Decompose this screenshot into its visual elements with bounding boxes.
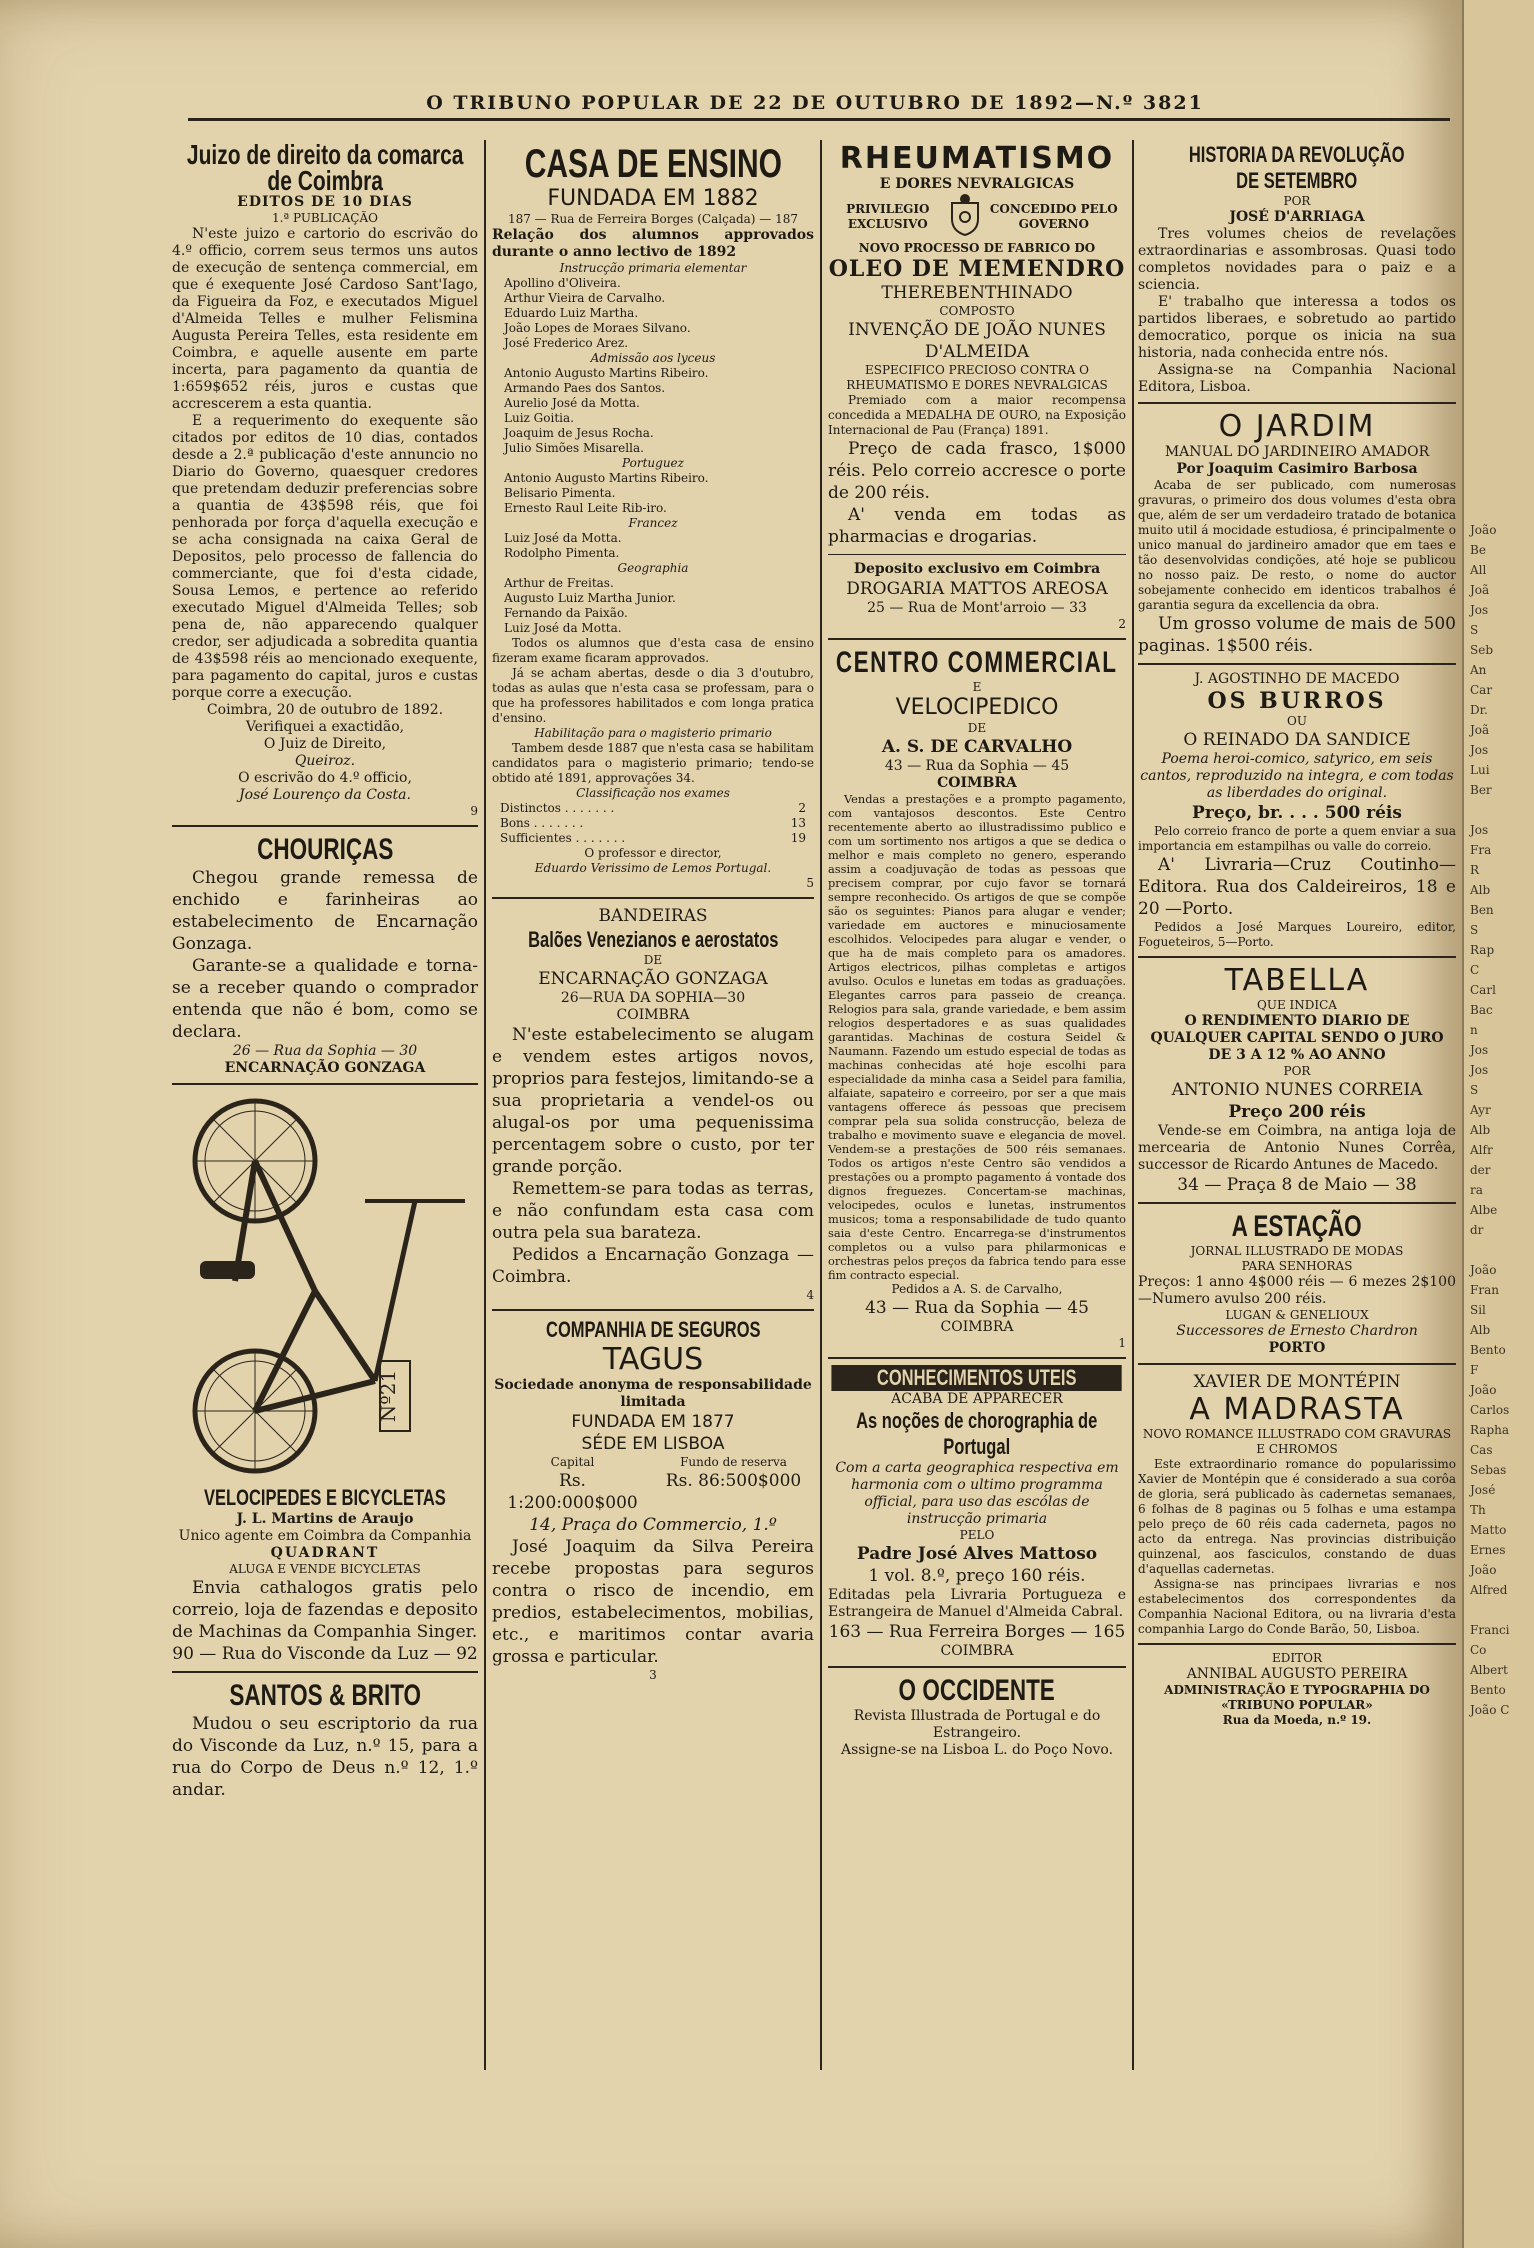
centro-sub: VELOCIPEDICO	[895, 695, 1059, 720]
velocipedes-agent: Unico agente em Coimbra da Companhia	[178, 1528, 472, 1544]
juizo-publication: 1.ª PUBLICAÇÃO	[271, 211, 378, 225]
juizo-judge-label: O Juiz de Direito,	[263, 736, 387, 752]
editor-block	[1138, 1651, 1456, 1728]
editor-admin: ADMINISTRAÇÃO E TYPOGRAPHIA DO «TRIBUNO POPULAR»	[1164, 1683, 1430, 1712]
coat-of-arms-icon	[948, 193, 982, 241]
burros-sub: O REINADO DA SANDICE	[1183, 730, 1411, 750]
divider	[172, 1083, 478, 1085]
divider	[172, 825, 478, 827]
estacao-sub-1: JORNAL ILLUSTRADO DE MODAS	[1190, 1244, 1404, 1258]
estacao-succ: Successores de Ernesto Chardron	[1176, 1323, 1418, 1339]
tabella-ad	[1138, 964, 1456, 1196]
casa-sections	[492, 261, 814, 636]
casa-section-head: Portuguez	[622, 456, 684, 470]
velocipedes-ad	[172, 1091, 478, 1665]
centro-body: Vendas a prestações e a prompto pagamento, com vantajosos descontos. Este Centro recentemente aberto ao illustradissimo publico e com um sortimento nos artigos a que se dedica o melhor e mais completo no genero, esperando assim a coadjuvação de todas as pessoas que precisem comprar, por cujo favor se tornará sempre reconhecido. Os artigos de que se compõe são os seguintes: Pianos para alugar e vender; variedade em auctores e minuciosamente escolhidos. Velocipedes para alugar e vender, o que ha de mais completo para os amadores. Artigos electricos, pilhas completas e artigos avulso. Oculos e lunetas em todas as graduações. Elegantes carros para passeio de creança. Relogios para sala, grande variedade, e bem assim relogios despertadores e as suas qualidades garantidas. Machinas de costura Seidel & Naumann. Fazendo um estudo especial de todas as machinas conhecidas até hoje escolhi para especialidade da minha casa a Seidel para familia, alfaiate, sapateiro e correeiro, por ser a que mais vantagens offerece ás pessoas que precisem comprar pela sua solida construcção, beleza de trabalho e movimento suave e elegancia de movel. Vendem-se a prestações de 500 réis semanaes. Todos os artigos n'este Centro são vendidos a prestações ou a prompto pagamento á vontade dos dignos freguezes. Concertam-se machinas, velocipedes, oculos e lunetas, instrumentos musicos; toma a responsabilidade de tudo quanto saia d'este Centro. Encarrega-se d'instrumentos completos ou a vulso para philarmonicas e orchestras pelos preços da fabrica tendo para esse fim contracto especial.	[828, 792, 1126, 1282]
casa-student-name: Luiz José da Motta.	[504, 621, 622, 635]
editor-name: ANNIBAL AUGUSTO PEREIRA	[1186, 1666, 1408, 1682]
casa-founded: FUNDADA EM 1882	[547, 186, 759, 211]
bandeiras-ad	[492, 905, 814, 1303]
companhia-address: 14, Praça do Commercio, 1.º	[529, 1515, 777, 1535]
juizo-judge-name: Queiroz.	[294, 753, 356, 769]
casa-class-label: Distinctos . . . . . . .	[500, 801, 615, 815]
madrasta-body: Este extraordinario romance do popularissimo Xavier de Montépin que é considerado a sua corôa de gloria, será publicado às cadernetas semanaes, 6 folhas de 8 paginas ou 5 folhas e uma estampa pelo preço de 60 réis cada caderneta, pagos no acto da entrega. Nas provincias distribuição quinzenal, aos fasciculos, constando de duas d'aquellas cadernetas.	[1138, 1457, 1456, 1576]
companhia-sub: Sociedade anonyma de responsabilidade limitada	[494, 1377, 812, 1410]
centro-commercial-ad	[828, 646, 1126, 1351]
bandeiras-de: DE	[643, 953, 663, 967]
casa-student-name: Belisario Pimenta.	[504, 486, 616, 500]
casa-student-name: Antonio Augusto Martins Ribeiro.	[504, 471, 709, 485]
historia-author: JOSÉ D'ARRIAGA	[1229, 209, 1365, 225]
centro-pedidos: Pedidos a A. S. de Carvalho,	[891, 1282, 1063, 1296]
bandeiras-name: ENCARNAÇÃO GONZAGA	[538, 969, 768, 989]
chouricas-name: ENCARNAÇÃO GONZAGA	[224, 1060, 426, 1076]
adjacent-page-edge	[1462, 0, 1534, 2248]
rheum-invencao: INVENÇÃO DE JOÃO NUNES D'ALMEIDA	[848, 320, 1106, 362]
casa-ensino-ad	[492, 142, 814, 891]
casa-student-name: Aurelio José da Motta.	[504, 396, 640, 410]
bandeiras-address: 26—RUA DA SOPHIA—30	[560, 990, 746, 1006]
bandeiras-subtitle: Balões Venezianos e aerostatos	[527, 927, 779, 952]
burros-title: OS BURROS	[1207, 688, 1387, 714]
conhec-acaba: ACABA DE APPARECER	[891, 1391, 1063, 1407]
jardim-body: Acaba de ser publicado, com numerosas gravuras, o primeiro dos dous volumes d'esta obra que, além de ser um verdadeiro tratado de botanica muito util á mocidade estudiosa, é principalmente o unico manual do jardineiro amador que em taes e tão desenvolvidas condições, até hoje se publicou no nosso paiz. De resto, o nome do auctor sobejamente conhecido em identicos trabalhos é garantia segura da excellencia da obra.	[1138, 478, 1456, 612]
velocipedes-sub: ALUGA E VENDE BICYCLETAS	[229, 1562, 421, 1576]
casa-title: CASA DE ENSINO	[524, 142, 782, 186]
jardim-ad	[1138, 410, 1456, 657]
divider	[1138, 663, 1456, 665]
jardim-sub: MANUAL DO JARDINEIRO AMADOR	[1164, 444, 1430, 460]
companhia-sede: SÉDE EM LISBOA	[581, 1434, 725, 1454]
casa-class-label: Bons . . . . . . .	[500, 816, 584, 830]
rheum-oleo: OLEO DE MEMENDRO	[828, 256, 1126, 282]
divider	[1138, 1202, 1456, 1204]
casa-student-name: Arthur Vieira de Carvalho.	[504, 291, 666, 305]
column-divider	[820, 140, 822, 2070]
centro-name: A. S. DE CARVALHO	[881, 737, 1073, 757]
madrasta-assigna: Assigna-se nas principaes livrarias e nos estabelecimentos dos correspondentes da Companhia Nacional Editora, ou na livraria d'esta companhia Largo do Conde Barão, 50, Lisboa.	[1138, 1577, 1456, 1636]
chouricas-body-1: Chegou grande remessa de enchido e farinheiras ao estabelecimento de Encarnação Gonzaga.	[172, 868, 478, 954]
chouricas-title: CHOURIÇAS	[256, 833, 394, 866]
rheum-preco: Preço de cada frasco, 1$000 réis. Pelo correio accresce o porte de 200 réis.	[828, 439, 1126, 503]
casa-class-label: Sufficientes . . . . . . .	[500, 831, 626, 845]
tabella-body: O RENDIMENTO DIARIO DE QUALQUER CAPITAL SENDO O JURO DE 3 A 12 % AO ANNO	[1150, 1013, 1444, 1063]
rheum-drogaria: DROGARIA MATTOS AREOSA	[846, 579, 1108, 599]
jardim-vol: Um grosso volume de mais de 500 paginas. 1$500 réis.	[1138, 614, 1456, 656]
casa-section-head: Geographia	[617, 561, 689, 575]
column-1	[172, 139, 478, 1801]
tabella-que: QUE INDICA	[1257, 998, 1337, 1012]
burros-livraria: A' Livraria—Cruz Coutinho—Editora. Rua dos Caldeireiros, 18 e 20 —Porto.	[1138, 855, 1456, 919]
casa-prof: O professor e director,	[584, 846, 722, 860]
rheum-deposito: Deposito exclusivo em Coimbra	[853, 561, 1101, 577]
conhec-author: Padre José Alves Mattoso	[856, 1544, 1098, 1564]
casa-student-name: João Lopes de Moraes Silvano.	[504, 321, 691, 335]
juizo-body-2: E a requerimento do exequente são citados por editos de 10 dias, contados desde a 2.ª publicação d'este annuncio no Diario do Governo, quaesquer credores que pretendam deduzir preferencias sobre a quantia de 43$598 réis, que foi penhorada por força d'aquella execução e se acha consignada na caixa Geral de Depositos, pelo processo de fallencia do commerciante, que foi d'esta cidade, Sousa Lemos, e pertence ao referido executado Miguel d'Almeida Telles; sob pena de, não apparecendo qualquer credor, ser adjudicada a sobredita quantia de 43$598 réis ao mencionado exequente, para pagamento do capital, juros e custas porque corre a execução.	[172, 413, 478, 701]
juizo-number: 9	[470, 804, 478, 818]
divider	[828, 1666, 1126, 1668]
centro-e: E	[972, 680, 982, 694]
conhecimentos-ad	[828, 1365, 1126, 1660]
bandeiras-body-3: Pedidos a Encarnação Gonzaga — Coimbra.	[492, 1245, 814, 1287]
editor-label: EDITOR	[1272, 1651, 1322, 1665]
companhia-ad	[492, 1317, 814, 1683]
santos-body: Mudou o seu escriptorio da rua do Visconde da Luz, n.º 15, para a rua do Corpo de Deus n.º 12, 1.º andar.	[172, 1714, 478, 1800]
companhia-number: 3	[649, 1668, 657, 1682]
estacao-city: PORTO	[1268, 1340, 1326, 1356]
centro-city-2: COIMBRA	[940, 1319, 1014, 1335]
companhia-capital-label: Capital	[550, 1455, 595, 1469]
estacao-precos: Preços: 1 anno 4$000 réis — 6 mezes 2$100—Numero avulso 200 réis.	[1138, 1274, 1456, 1307]
velocipedes-address: 90 — Rua do Visconde da Luz — 92	[172, 1644, 478, 1664]
casa-number: 5	[806, 876, 814, 890]
rheum-premiado: Premiado com a maior recompensa concedida a MEDALHA DE OURO, na Exposição Internacional de Pau (França) 1891.	[828, 393, 1126, 437]
historia-assigna: Assigna-se na Companhia Nacional Editora, Lisboa.	[1138, 362, 1456, 395]
divider	[1138, 956, 1456, 958]
rheum-venda: A' venda em todas as pharmacias e drogarias.	[828, 505, 1126, 547]
tabella-preco: Preço 200 réis	[1228, 1102, 1366, 1122]
divider	[1138, 402, 1456, 404]
casa-classification	[492, 801, 814, 846]
casa-class-row	[492, 816, 814, 831]
juizo-scrivener-label: O escrivão do 4.º officio,	[238, 770, 412, 786]
editor-address: Rua da Moeda, n.º 19.	[1222, 1713, 1372, 1727]
column-divider	[1132, 140, 1134, 2070]
divider	[1138, 1363, 1456, 1365]
burros-ou: OU	[1287, 714, 1307, 728]
centro-address-2: 43 — Rua da Sophia — 45	[865, 1298, 1089, 1318]
juizo-body-1: N'este juizo e cartorio do escrivão do 4.º officio, correm seus termos uns autos de execução de sentença commercial, em que é exequente José Cardoso Sant'Iago, da Figueira da Foz, e executados Miguel d'Almeida Telles e mulher Felismina Augusta Pereira Telles, esta residente em Coimbra, e aquelle ausente em parte incerta, para pagamento da quantia de 1:659$652 réis, juros e custas que accrescerem a esta quantia.	[172, 226, 478, 412]
bandeiras-body-1: N'este estabelecimento se alugam e vendem estes artigos novos, proprios para festejos, limitando-se a sua proprietaria a vendel-os ou alugal-os por uma pequenissima percentagem sobre o custo, por ter grande porção.	[492, 1025, 814, 1177]
historia-body-2: E' trabalho que interessa a todos os partidos liberaes, e sobretudo ao partido democratico, porque os inicia na sua historia, nada conhecida entre nós.	[1138, 294, 1456, 361]
juizo-date: Coimbra, 20 de outubro de 1892.	[206, 702, 444, 718]
conhec-desc: Com a carta geographica respectiva em harmonia com o ultimo programma official, para uso das escólas de instrucção primaria	[835, 1460, 1119, 1527]
juizo-title-2: de Coimbra	[267, 165, 383, 196]
casa-hab-head: Habilitação para o magisterio primario	[534, 726, 772, 740]
bandeiras-title: BANDEIRAS	[598, 906, 708, 926]
rheum-composto: COMPOSTO	[939, 304, 1015, 318]
centro-city: COIMBRA	[937, 775, 1017, 791]
bandeiras-city: COIMBRA	[616, 1007, 690, 1023]
occidente-sub: Revista Illustrada de Portugal e do Estrangeiro.	[853, 1708, 1101, 1741]
chouricas-ad	[172, 833, 478, 1077]
conhec-pelo: PELO	[959, 1528, 995, 1542]
divider	[828, 638, 1126, 640]
rheum-ther: THEREBENTHINADO	[881, 283, 1073, 303]
historia-ad	[1138, 142, 1456, 396]
casa-class-value: 13	[790, 816, 806, 830]
juizo-notice	[172, 139, 478, 819]
column-divider	[484, 140, 486, 2070]
conhec-vol: 1 vol. 8.º, preço 160 réis.	[868, 1566, 1086, 1586]
jardim-title: O JARDIM	[1218, 409, 1376, 444]
tabella-author: ANTONIO NUNES CORREIA	[1171, 1080, 1423, 1100]
rheum-title: RHEUMATISMO	[839, 141, 1115, 176]
velocipedes-title: VELOCIPEDES E BICYCLETAS	[204, 1485, 446, 1510]
rheum-esp: ESPECIFICO PRECIOSO CONTRA O RHEUMATISMO E DORES NEVRALGICAS	[846, 363, 1108, 392]
centro-title: CENTRO COMMERCIAL	[836, 646, 1118, 679]
column-3	[828, 142, 1126, 1759]
conhec-address: 163 — Rua Ferreira Borges — 165	[828, 1622, 1126, 1642]
juizo-scrivener-name: José Lourenço da Costa.	[239, 787, 411, 803]
conhec-sub: As noções de chorographia de Portugal	[856, 1408, 1098, 1459]
casa-class-row	[492, 831, 814, 846]
estacao-sub-2: PARA SENHORAS	[1241, 1259, 1353, 1273]
casa-student-name: Apollino d'Oliveira.	[504, 276, 621, 290]
bicycle-saddle	[200, 1261, 255, 1279]
casa-prof-name: Eduardo Verissimo de Lemos Portugal.	[534, 861, 772, 875]
casa-todos: Todos os alumnos que d'esta casa de ensino fizeram exame ficaram approvados.	[492, 636, 814, 665]
casa-student-name: Joaquim de Jesus Rocha.	[504, 426, 654, 440]
casa-section-head: Admissão aos lyceus	[590, 351, 716, 365]
velocipedes-body: Envia cathalogos gratis pelo correio, loja de fazendas e deposito de Machinas da Companhia Singer.	[172, 1578, 478, 1642]
casa-student-name: Antonio Augusto Martins Ribeiro.	[504, 366, 709, 380]
rheum-priv-left: PRIVILEGIO EXCLUSIVO	[846, 202, 930, 231]
historia-title-1: HISTORIA DA REVOLUÇÃO	[1189, 142, 1405, 167]
casa-section-head: Francez	[628, 516, 678, 530]
juizo-subtitle: EDITOS DE 10 DIAS	[237, 194, 413, 210]
casa-student-name: Ernesto Raul Leite Rib-iro.	[504, 501, 667, 515]
companhia-body: José Joaquim da Silva Pereira recebe propostas para seguros contra o risco de incendio, em predios, estabelecimentos, mobilias, etc., e maritimos contar avaria grossa e particular.	[492, 1537, 814, 1667]
historia-title-2: DE SETEMBRO	[1236, 168, 1358, 193]
casa-student-name: Arthur de Freitas.	[504, 576, 614, 590]
tabella-title: TABELLA	[1224, 963, 1370, 998]
burros-body: Pelo correio franco de porte a quem enviar a sua importancia em estampilhas ou valle do correio.	[1138, 824, 1456, 853]
divider	[1138, 1643, 1456, 1645]
companhia-capital-row	[492, 1455, 814, 1514]
divider	[492, 897, 814, 899]
chouricas-body-2: Garante-se a qualidade e torna-se a receber quando o comprador entenda que não é bom, como se declara.	[172, 956, 478, 1042]
historia-por: POR	[1283, 194, 1311, 208]
burros-author: J. AGOSTINHO DE MACEDO	[1194, 671, 1400, 687]
casa-student-name: Julio Simões Misarella.	[504, 441, 644, 455]
rheum-sub: E DORES NEVRALGICAS	[879, 176, 1075, 192]
bandeiras-body-2: Remettem-se para todas as terras, e não confundam esta casa com outra pela sua barateza.	[492, 1179, 814, 1243]
casa-student-name: José Frederico Arez.	[504, 336, 629, 350]
occidente-title: O OCCIDENTE	[898, 1674, 1056, 1707]
rheumatismo-ad	[828, 142, 1126, 632]
centro-number: 1	[1118, 1336, 1126, 1350]
burros-desc: Poema heroi-comico, satyrico, em seis cantos, reproduzido na integra, e com todas as liberdades do original.	[1140, 751, 1454, 801]
bicycle-illustration	[175, 1091, 475, 1481]
column-4	[1138, 142, 1456, 1728]
conhec-city: COIMBRA	[940, 1643, 1014, 1659]
casa-ja: Já se acham abertas, desde o dia 3 d'outubro, todas as aulas que n'esta casa se professam, para o que ha professores habilitados e com longa pratica d'ensino.	[492, 666, 814, 725]
occidente-ad	[828, 1674, 1126, 1759]
rheum-number: 2	[1118, 617, 1126, 631]
jardim-author: Por Joaquim Casimiro Barbosa	[1176, 461, 1418, 477]
centro-address: 43 — Rua da Sophia — 45	[884, 758, 1070, 774]
juizo-verified: Verifiquei a exactidão,	[245, 719, 405, 735]
burros-pedidos: Pedidos a José Marques Loureiro, editor, Fogueteiros, 5—Porto.	[1138, 920, 1456, 949]
occidente-assigna: Assigne-se na Lisboa L. do Poço Novo.	[840, 1742, 1114, 1758]
column-2	[492, 142, 814, 1683]
madrasta-title: A MADRASTA	[1189, 1392, 1405, 1427]
casa-section-head: Instrucção primaria elementar	[559, 261, 747, 275]
burros-ad	[1138, 671, 1456, 950]
bandeiras-number: 4	[806, 1288, 814, 1302]
casa-student-name: Luiz Goitia.	[504, 411, 574, 425]
casa-class-head: Classificação nos exames	[576, 786, 730, 800]
casa-address: 187 — Rua de Ferreira Borges (Calçada) — 187	[507, 212, 799, 226]
companhia-capital: Rs. 1:200:000$000	[507, 1471, 638, 1513]
adjacent-page-text: João Be All Joã Jos S Seb An Car Dr. Joã Jos Lui Ber Jos Fra R Alb Ben S Rap C Carl Bac n Jos Jos S Ayr Alb Alfr der ra Albe dr João Fran Sil Alb Bento F João Carlos Rapha Cas Sebas José Th Matto Ernes João Alfred Franci Co Albert Bento João C	[1470, 523, 1510, 1717]
chouricas-address: 26 — Rua da Sophia — 30	[232, 1043, 418, 1059]
casa-student-name: Eduardo Luiz Martha.	[504, 306, 639, 320]
velocipedes-name: J. L. Martins de Araujo	[236, 1511, 414, 1527]
casa-class-value: 19	[790, 831, 806, 845]
companhia-founded: FUNDADA EM 1877	[571, 1412, 735, 1432]
casa-class-row	[492, 801, 814, 816]
madrasta-author: XAVIER DE MONTÉPIN	[1193, 1372, 1401, 1392]
historia-body-1: Tres volumes cheios de revelações extraordinarias e assombrosas. Quasi todo completos novidades para o paiz e a sciencia.	[1138, 226, 1456, 293]
centro-de: DE	[967, 721, 987, 735]
casa-class-value: 2	[798, 801, 806, 815]
santos-title: SANTOS & BRITO	[229, 1679, 421, 1712]
casa-student-name: Rodolpho Pimenta.	[504, 546, 620, 560]
madrasta-sub: NOVO ROMANCE ILLUSTRADO COM GRAVURAS E CHROMOS	[1142, 1427, 1452, 1456]
divider	[172, 1671, 478, 1673]
conhec-title: CONHECIMENTOS UTEIS	[832, 1365, 1123, 1391]
tabella-por: POR	[1283, 1064, 1311, 1078]
estacao-lugan: LUGAN & GENELIOUX	[1225, 1308, 1369, 1322]
burros-preco: Preço, br. . . . 500 réis	[1192, 803, 1402, 823]
divider	[828, 1357, 1126, 1359]
companhia-fund-label: Fundo de reserva	[680, 1455, 787, 1469]
companhia-title: COMPANHIA DE SEGUROS	[545, 1317, 761, 1342]
tabella-address: 34 — Praça 8 de Maio — 38	[1177, 1175, 1417, 1195]
tabella-venda: Vende-se em Coimbra, na antiga loja de mercearia de Antonio Nunes Corrêa, successor de Ricardo Antunes de Macedo.	[1138, 1123, 1456, 1173]
masthead-line: O TRIBUNO POPULAR DE 22 DE OUTUBRO DE 1892—N.º 3821	[426, 92, 1204, 114]
divider	[492, 1309, 814, 1311]
casa-student-name: Armando Paes dos Santos.	[504, 381, 666, 395]
estacao-title: A ESTAÇÃO	[1231, 1210, 1363, 1243]
casa-hab: Tambem desde 1887 que n'esta casa se habilitam candidatos para o magisterio primario; tendo-se obtido até 1891, approvações 34.	[492, 741, 814, 785]
juizo-title-1: Juizo de direito da comarca	[186, 139, 464, 170]
companhia-fund: Rs. 86:500$000	[665, 1471, 802, 1491]
casa-student-name: Fernando da Paixão.	[504, 606, 628, 620]
conhec-edit: Editadas pela Livraria Portugueza e Estrangeira de Manuel d'Almeida Cabral.	[828, 1587, 1126, 1620]
estacao-ad	[1138, 1210, 1456, 1357]
bicycle-plate-number: Nº21	[376, 1369, 400, 1423]
madrasta-ad	[1138, 1371, 1456, 1637]
companhia-name: TAGUS	[602, 1342, 704, 1377]
rheum-priv-right: CONCEDIDO PELO GOVERNO	[989, 202, 1118, 231]
divider	[828, 554, 1126, 555]
rheum-address: 25 — Rua de Mont'arroio — 33	[867, 600, 1087, 616]
rheum-process: NOVO PROCESSO DE FABRICO DO	[858, 241, 1096, 255]
santos-ad	[172, 1679, 478, 1801]
casa-relacao: Relação dos alumnos approvados durante o anno lectivo de 1892	[492, 227, 814, 260]
casa-student-name: Luiz José da Motta.	[504, 531, 622, 545]
velocipedes-company: QUADRANT	[270, 1545, 380, 1561]
header-rule	[188, 118, 1450, 121]
casa-student-name: Augusto Luiz Martha Junior.	[504, 591, 676, 605]
rheum-privilege-row	[828, 193, 1126, 241]
